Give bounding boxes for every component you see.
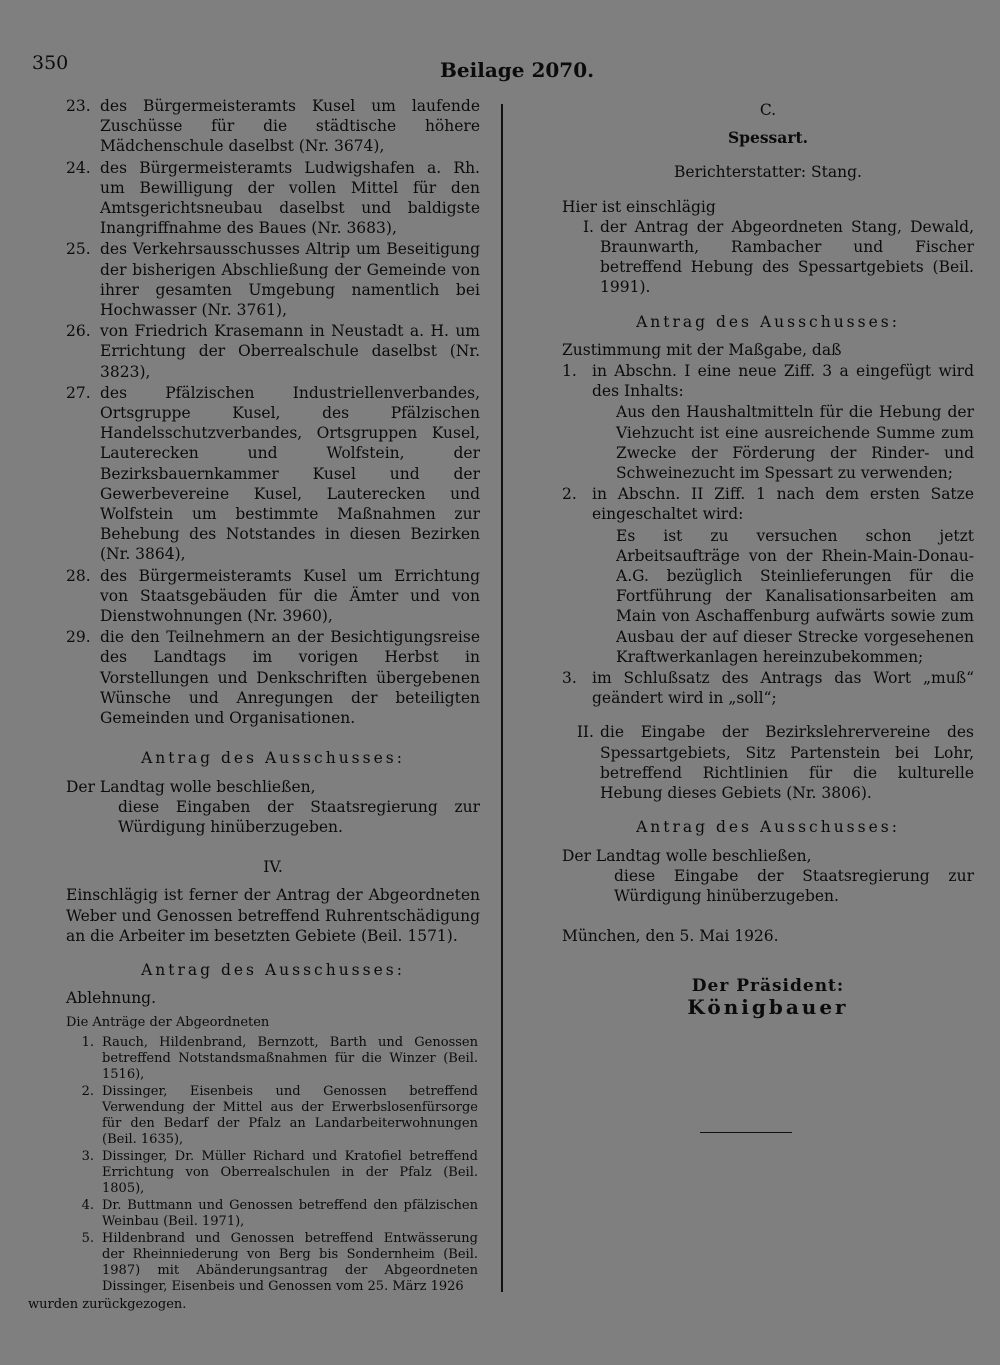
item-number: 24. bbox=[66, 158, 91, 177]
item-number: 4. bbox=[81, 1198, 94, 1213]
petition-item bbox=[66, 321, 480, 382]
withdrawn-item bbox=[66, 1231, 478, 1295]
withdrawn-item bbox=[66, 1035, 478, 1083]
amendment-item bbox=[562, 361, 974, 401]
item-number: 27. bbox=[66, 383, 91, 402]
amendment-item bbox=[562, 484, 974, 524]
item-text: des Bürgermeisteramts Kusel um Errichtung von Staatsgebäuden für die Ämter und von Dienstwohnungen (Nr. 3960), bbox=[100, 566, 480, 626]
signature-label: Der Präsident: bbox=[691, 976, 845, 997]
section-iv-text: Einschlägig ist ferner der Antrag der Abgeordneten Weber und Genossen betreffend Ruhrentschädigung an die Arbeiter im besetzten Gebiete (Beil. 1571). bbox=[66, 886, 480, 945]
committee-motion-heading: Antrag des Ausschusses: bbox=[141, 749, 405, 768]
petition-item bbox=[66, 239, 480, 320]
item-text: die Eingabe der Bezirkslehrervereine des Spessartgebiets, Sitz Partenstein bei Lohr, betreffend Richtlinien für die kulturelle Hebung dieses Gebiets (Nr. 3806). bbox=[600, 723, 974, 803]
page-number: 350 bbox=[32, 52, 69, 74]
reporter-line: Berichterstatter: Stang. bbox=[674, 163, 862, 182]
page-header-title: Beilage 2070. bbox=[440, 58, 595, 82]
right-column bbox=[562, 100, 974, 1017]
item-number: 29. bbox=[66, 628, 91, 647]
amendment-quote: Aus den Haushaltmitteln für die Hebung der Viehzucht ist eine ausreichende Summe zum Zwecke der Förderung der Rinder- und Schweinezucht im Spessart zu verwenden; bbox=[616, 403, 974, 483]
closing-rule bbox=[700, 1132, 792, 1133]
item-number: 26. bbox=[66, 322, 91, 341]
item-text: in Abschn. II Ziff. 1 nach dem ersten Satze eingeschaltet wird: bbox=[592, 485, 974, 524]
item-number: 28. bbox=[66, 566, 91, 585]
committee-motion-heading: Antrag des Ausschusses: bbox=[636, 818, 900, 837]
item-text: des Pfälzischen Industriellenverbandes, Ortsgruppe Kusel, des Pfälzischen Handelsschutzverbandes, Ortsgruppen Kusel, Lauterecken und Wolfstein, der Bezirksbauernkammer Kusel und der Gewerbevereine Kusel, Lauterecken und Wolfstein um bestimmte Maßnahmen zur Behebung des Notstandes in diesen Bezirken (Nr. 3864), bbox=[100, 383, 480, 564]
item-text: von Friedrich Krasemann in Neustadt a. H. um Errichtung der Oberrealschule daselbst (Nr. 3823), bbox=[100, 322, 480, 381]
item-number: 1. bbox=[81, 1035, 94, 1050]
petition-item bbox=[66, 158, 480, 239]
item-number: 2. bbox=[81, 1084, 94, 1099]
amendment-list bbox=[562, 361, 974, 708]
roman-item-ii bbox=[562, 722, 974, 803]
petition-item bbox=[66, 383, 480, 565]
motion-text: Ablehnung. bbox=[66, 989, 157, 1008]
intro-line: Hier ist einschlägig bbox=[562, 197, 716, 216]
section-heading-c: C. bbox=[759, 101, 777, 119]
withdrawn-item bbox=[66, 1084, 478, 1148]
item-text: die den Teilnehmern an der Besichtigungsreise des Landtags im vorigen Herbst in Vorstellungen und Denkschriften übergebenen Wünsche und Anregungen der beteiligten Gemeinden und Organisationen. bbox=[100, 628, 480, 728]
amendment-quote: Es ist zu versuchen schon jetzt Arbeitsaufträge von der Rhein-Main-Donau-A.G. bezüglich Steinlieferungen für die Fortführung der Kanalisationsarbeiten am Main von Aschaffenburg aufwärts sowie zum Ausbau der auf dieser Strecke vorgesehenen Kraftwerkanlagen hereinzubekommen; bbox=[616, 526, 974, 666]
item-text: Dr. Buttmann und Genossen betreffend den pfälzischen Weinbau (Beil. 1971), bbox=[102, 1198, 478, 1229]
item-number: 2. bbox=[562, 485, 577, 504]
item-number: 3. bbox=[562, 669, 577, 688]
item-text: im Schlußsatz des Antrags das Wort „muß“ geändert wird in „soll“; bbox=[592, 669, 974, 708]
item-text: in Abschn. I eine neue Ziff. 3 a eingefügt wird des Inhalts: bbox=[592, 362, 974, 401]
item-text: Hildenbrand und Genossen betreffend Entwässerung der Rheinniederung von Berg bis Sondernheim (Beil. 1987) mit Abänderungsantrag der Abgeordneten Dissinger, Eisenbeis und Genossen vom 25. März 1926 bbox=[102, 1231, 478, 1294]
petition-list bbox=[66, 96, 480, 728]
motion-text: diese Eingabe der Staatsregierung zur Würdigung hinüberzugeben. bbox=[614, 866, 974, 905]
amendment-item bbox=[562, 668, 974, 708]
section-title: Spessart. bbox=[727, 128, 809, 148]
item-number: II. bbox=[576, 723, 594, 742]
withdrawn-motions bbox=[28, 1015, 478, 1313]
item-text: Dissinger, Eisenbeis und Genossen betreffend Verwendung der Mittel aus der Erwerbslosenfürsorge für den Bedarf der Pfalz an Landarbeiterwohnungen (Beil. 1635), bbox=[102, 1084, 478, 1147]
signature-block bbox=[562, 976, 974, 1019]
petition-item bbox=[66, 627, 480, 728]
withdrawn-heading: Die Anträge der Abgeordneten bbox=[66, 1015, 270, 1030]
item-text: des Verkehrsausschusses Altrip um Beseitigung der bisherigen Abschließung der Gemeinde von ihrer gesamten Umgebung namentlich bei Hochwasser (Nr. 3761), bbox=[100, 240, 480, 320]
column-divider bbox=[501, 104, 503, 1292]
withdrawn-item bbox=[66, 1149, 478, 1197]
approval-line: Zustimmung mit der Maßgabe, daß bbox=[562, 340, 842, 359]
motion-text: diese Eingaben der Staatsregierung zur Würdigung hinüberzugeben. bbox=[118, 797, 480, 836]
item-text: Dissinger, Dr. Müller Richard und Kratofiel betreffend Errichtung von Oberrealschulen in der Pfalz (Beil. 1805), bbox=[102, 1149, 478, 1196]
item-number: 25. bbox=[66, 240, 91, 259]
item-number: 1. bbox=[562, 362, 577, 381]
committee-motion-heading: Antrag des Ausschusses: bbox=[636, 312, 900, 331]
item-text: des Bürgermeisteramts Ludwigshafen a. Rh. um Bewilligung der vollen Mittel für den Amtsgerichtsneubau daselbst und baldigste Inangriffnahme des Baues (Nr. 3683), bbox=[100, 158, 480, 238]
date-line: München, den 5. Mai 1926. bbox=[562, 927, 779, 946]
item-number: 5. bbox=[81, 1231, 94, 1246]
roman-item-i bbox=[562, 217, 974, 298]
item-number: I. bbox=[582, 217, 594, 236]
motion-line: Der Landtag wolle beschließen, bbox=[66, 777, 316, 796]
item-number: 23. bbox=[66, 97, 91, 115]
left-column bbox=[66, 96, 480, 1008]
item-text: des Bürgermeisteramts Kusel um laufende Zuschüsse für die städtische höhere Mädchenschule daselbst (Nr. 3674), bbox=[100, 97, 480, 156]
section-heading-iv: IV. bbox=[263, 858, 283, 877]
signature-name: Königbauer bbox=[687, 994, 849, 1019]
item-text: Rauch, Hildenbrand, Bernzott, Barth und Genossen betreffend Notstandsmaßnahmen für die Winzer (Beil. 1516), bbox=[102, 1035, 478, 1082]
committee-motion-heading: Antrag des Ausschusses: bbox=[141, 960, 405, 979]
withdrawn-item bbox=[66, 1198, 478, 1230]
item-text: der Antrag der Abgeordneten Stang, Dewald, Braunwarth, Rambacher und Fischer betreffend Hebung des Spessartgebiets (Beil. 1991). bbox=[600, 217, 974, 297]
motion-line: Der Landtag wolle beschließen, bbox=[562, 846, 812, 865]
item-number: 3. bbox=[81, 1149, 94, 1164]
petition-item bbox=[66, 566, 480, 627]
petition-item bbox=[66, 96, 480, 157]
withdrawn-tail: wurden zurückgezogen. bbox=[28, 1297, 187, 1312]
